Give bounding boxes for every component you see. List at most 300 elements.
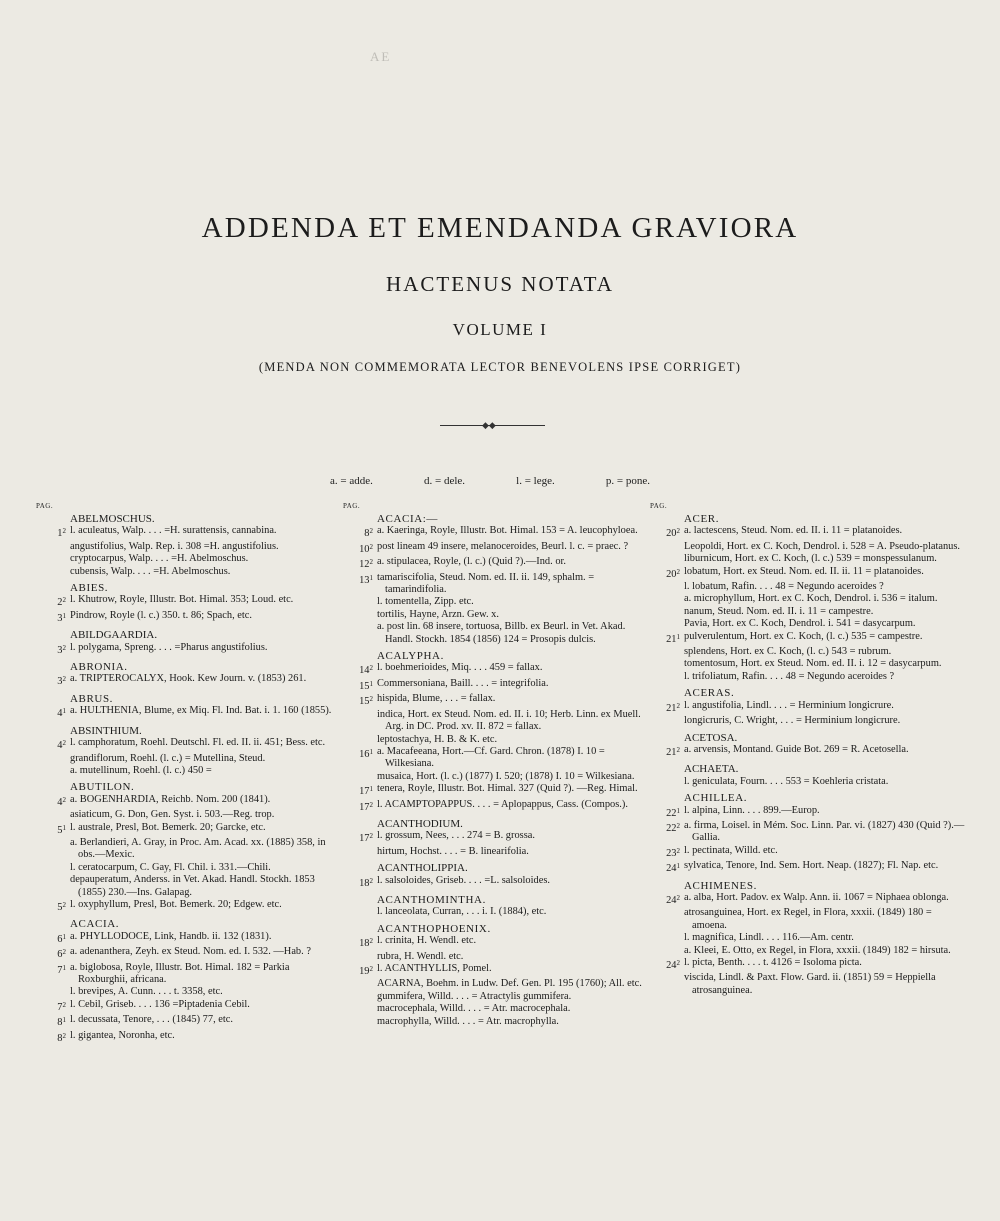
entry-text: l. picta, Benth. . . . t. 4126 = Isoloma picta. (684, 957, 862, 968)
page-ref (36, 794, 70, 809)
list-item (650, 845, 968, 860)
genus-heading: ACACIA. (70, 918, 120, 931)
page-ref (36, 809, 70, 821)
page-number: 17 (359, 801, 370, 813)
list-item (650, 658, 968, 670)
page-number: 8 (364, 528, 370, 540)
entry-text: a. arvensis, Montand. Guide Bot. 269 = R. Acetosella. (684, 743, 909, 755)
column-3 (650, 500, 968, 997)
column-marker: 2 (62, 739, 66, 748)
column-marker: 2 (369, 542, 373, 551)
list-item (36, 765, 336, 777)
page-ref (36, 642, 70, 657)
page-ref (36, 1014, 70, 1029)
page-ref (343, 963, 377, 978)
column-marker: 1 (62, 932, 66, 941)
page-number: 5 (57, 824, 63, 836)
page-number: 8 (57, 1017, 63, 1029)
page-ref (36, 594, 70, 609)
entry-text: l. lobatum, Rafin. . . . 48 = Negundo aceroides ? (684, 581, 884, 593)
page-number: 10 (359, 543, 370, 555)
entry-text: l. grossum, Nees, . . . 274 = B. grossa. (377, 830, 535, 842)
list-item (36, 610, 336, 625)
genus-heading: ACANTHOMINTHA. (377, 893, 486, 906)
entry-text: l. Cebil, Griseb. . . . 136 =Piptadenia Cebil. (70, 998, 250, 1010)
column-marker: 1 (676, 806, 680, 815)
entry-text: l. angustifolia, Lindl. . . . = Herminium longicrure. (684, 699, 894, 711)
page-number: 24 (666, 894, 677, 906)
page-ref (36, 566, 70, 578)
entry-text: asiaticum, G. Don, Gen. Syst. i. 503.—Reg. trop. (70, 809, 275, 821)
entry-text: l. camphoratum, Roehl. Deutschl. Fl. ed. II. ii. 451; Bess. etc. (70, 737, 326, 749)
page-ref (36, 822, 70, 837)
list-item (36, 705, 336, 720)
genus-heading: ABRONIA. (70, 661, 128, 674)
page-ref (36, 899, 70, 914)
page-number: 7 (57, 1001, 63, 1013)
entry-text: tomentosum, Hort. ex Steud. Nom. ed. II. i. 12 = dasycarpum. (684, 658, 942, 670)
list-item (343, 621, 643, 646)
entry-text: musaica, Hort. (l. c.) (1877) I. 520; (1878) I. 10 = Wilkesiana. (377, 770, 635, 782)
list-item (36, 753, 336, 765)
entry-text: longicruris, C. Wright, . . . = Herminium longicrure. (684, 715, 901, 727)
page-ref (343, 541, 377, 556)
column-marker: 2 (369, 558, 373, 567)
list-item (650, 606, 968, 618)
page-ref (36, 837, 70, 862)
entry-text: a. firma, Loisel. in Mém. Soc. Linn. Par. vi. (1827) 430 (Quid ?).—Gallia. (684, 819, 965, 844)
page-number: 12 (359, 559, 370, 571)
column-2 (343, 500, 643, 1028)
page-ref (343, 978, 377, 990)
page-number: 18 (359, 938, 370, 950)
entry-text: lobatum, Hort. ex Steud. Nom. ed. II. ii. 11 = platanoides. (684, 565, 924, 577)
column-marker: 2 (62, 596, 66, 605)
genus-heading: ACHAETA. (684, 763, 739, 776)
column-marker: 2 (369, 527, 373, 536)
list-item (650, 671, 968, 683)
page-number: 17 (359, 786, 370, 798)
list-item (36, 642, 336, 657)
page-ref (650, 860, 684, 875)
column-marker: 2 (676, 893, 680, 902)
page-ref (343, 746, 377, 771)
column-marker: 2 (369, 800, 373, 809)
genus-heading: ACERAS. (684, 687, 735, 700)
list-item (36, 931, 336, 946)
list-item (36, 874, 336, 899)
column-marker: 2 (676, 527, 680, 536)
list-item (343, 963, 643, 978)
page-number: 5 (57, 901, 63, 913)
entry-text: a. mutellinum, Roehl. (l. c.) 450 = (70, 764, 212, 776)
column-marker: 1 (62, 823, 66, 832)
list-item (343, 525, 643, 540)
list-item (36, 999, 336, 1014)
page-number: 21 (666, 702, 677, 714)
page-ref (650, 593, 684, 605)
list-item (650, 776, 968, 788)
entry-text: indica, Hort. ex Steud. Nom. ed. II. i. 10; Herb. Linn. ex Muell. Arg. in DC. Prod. xv. II. 872 = fallax. (377, 708, 641, 733)
entry-text: l. Khutrow, Royle, Illustr. Bot. Himal. 353; Loud. etc. (70, 594, 294, 606)
page-ref (36, 962, 70, 987)
entry-text: hispida, Blume, . . . = fallax. (377, 693, 496, 705)
column-marker: 1 (62, 611, 66, 620)
list-item (650, 805, 968, 820)
page-ref (36, 862, 70, 874)
page-ref (36, 1030, 70, 1045)
page-ref (650, 671, 684, 683)
entry-text: l. magnifica, Lindl. . . . 116.—Am. centr. (684, 932, 854, 944)
page-ref (343, 662, 377, 677)
page-number: 18 (359, 877, 370, 889)
column-marker: 1 (676, 862, 680, 871)
page-ref (650, 957, 684, 972)
page-ref (343, 991, 377, 1003)
list-item (650, 541, 968, 553)
column-marker: 1 (62, 963, 66, 972)
entry-text: Pindrow, Royle (l. c.) 350. t. 86; Spach, etc. (70, 609, 252, 621)
entry-text: gummifera, Willd. . . . = Atractylis gummifera. (377, 990, 572, 1002)
list-item (650, 820, 968, 845)
pag-label: PAG. (650, 502, 668, 510)
page-ref (343, 1003, 377, 1015)
entry-text: l. boehmerioides, Miq. . . . 459 = fallax. (377, 662, 543, 674)
abbrev-dele: d. = dele. (424, 475, 466, 487)
page-ref (650, 972, 684, 997)
entry-text: l. geniculata, Fourn. . . . 553 = Koehleria cristata. (684, 775, 889, 787)
list-item (650, 700, 968, 715)
page-ref (650, 658, 684, 670)
column-marker: 2 (369, 695, 373, 704)
abbreviations-key (330, 475, 650, 487)
column-marker: 2 (62, 1000, 66, 1009)
page-number: 21 (666, 746, 677, 758)
page-ref (36, 541, 70, 553)
genus-heading: ABRUS. (70, 692, 114, 705)
page-ref (650, 553, 684, 565)
list-item (343, 746, 643, 771)
entry-text: ACARNA, Boehm. in Ludw. Def. Gen. Pl. 195 (1760); All. etc. (377, 978, 642, 990)
page-ref (650, 606, 684, 618)
entry-text: a. adenanthera, Zeyh. ex Steud. Nom. ed. I. 532. —Hab. ? (70, 946, 311, 958)
genus-heading: ACACIA:— (377, 513, 439, 525)
page-ref (650, 581, 684, 593)
entry-text: l. lanceolata, Curran, . . . i. I. (1884), etc. (377, 906, 547, 918)
column-marker: 1 (369, 573, 373, 582)
column-marker: 2 (676, 745, 680, 754)
column-marker: 2 (676, 567, 680, 576)
page-ref (343, 572, 377, 597)
genus-heading: ACER. (684, 513, 720, 525)
page-ref (650, 566, 684, 581)
page-number: 22 (666, 822, 677, 834)
column-marker: 1 (369, 785, 373, 794)
entry-text: macrophylla, Willd. . . . = Atr. macrophylla. (377, 1015, 559, 1027)
entry-text: a. post lin. 68 insere, tortuosa, Billb. ex Beurl. in Vet. Akad. Handl. Stockh. 1854 (1856) 124 = Prosopis dulcis. (377, 621, 626, 645)
page-ref (650, 631, 684, 646)
page-ref (343, 556, 377, 571)
entry-text: cryptocarpus, Walp. . . . =H. Abelmoschus. (70, 553, 249, 565)
page-number: 8 (57, 1032, 63, 1044)
entry-text: l. ACAMPTOPAPPUS. . . . = Aplopappus, Cass. (Compos.). (377, 798, 628, 810)
rule-ornament-icon: ◆◆ (482, 420, 496, 430)
list-item (343, 830, 643, 845)
entry-text: l. gigantea, Noronha, etc. (70, 1029, 175, 1041)
page-ref (343, 609, 377, 621)
list-item (650, 593, 968, 605)
volume-label: VOLUME I (452, 320, 548, 339)
column-marker: 2 (676, 846, 680, 855)
page-ref (343, 951, 377, 963)
page-number: 3 (57, 676, 63, 688)
entry-text: post lineam 49 insere, melanoceroides, Beurl. l. c. = praec. ? (377, 540, 629, 552)
page-ref (650, 805, 684, 820)
list-item (343, 556, 643, 571)
page-ref (343, 693, 377, 708)
page-subtitle: HACTENUS NOTATA (386, 272, 614, 296)
column-marker: 2 (676, 701, 680, 710)
entry-text: a. Kaeringa, Royle, Illustr. Bot. Himal. 153 = A. leucophyloea. (377, 525, 638, 537)
list-item (343, 1016, 643, 1028)
page-ref (343, 734, 377, 746)
page-ref (343, 525, 377, 540)
page-ref (36, 705, 70, 720)
page-ref (343, 846, 377, 858)
page-ref (343, 596, 377, 608)
genus-heading: ACALYPHA. (377, 650, 444, 663)
page-number: 2 (57, 597, 63, 609)
page-number: 4 (57, 708, 63, 720)
page-ref (650, 892, 684, 907)
page-ref (36, 999, 70, 1014)
column-1 (36, 500, 336, 1045)
genus-heading: ABELMOSCHUS. (70, 513, 155, 525)
entry-text: l. polygama, Spreng. . . . =Pharus angustifolius. (70, 641, 268, 653)
page-ref (343, 875, 377, 890)
column-marker: 2 (369, 937, 373, 946)
list-item (343, 572, 643, 597)
page-number: 22 (666, 807, 677, 819)
page-number: 13 (359, 574, 370, 586)
entry-text: l. oxyphyllum, Presl, Bot. Bemerk. 20; Edgew. etc. (70, 898, 282, 910)
list-item (36, 899, 336, 914)
entry-text: tamariscifolia, Steud. Nom. ed. II. ii. 149, sphalm. = tamarindifolia. (377, 571, 595, 596)
list-item (36, 737, 336, 752)
list-item (36, 1030, 336, 1045)
entry-text: sylvatica, Tenore, Ind. Sem. Hort. Neap. (1827); Fl. Nap. etc. (684, 860, 939, 872)
entry-text: pulverulentum, Hort. ex C. Koch, (l. c.) 535 = campestre. (684, 630, 923, 642)
entry-text: a. BOGENHARDIA, Reichb. Nom. 200 (1841). (70, 793, 271, 805)
page-number: 17 (359, 833, 370, 845)
list-item (343, 541, 643, 556)
list-item (36, 986, 336, 998)
list-item (343, 771, 643, 783)
column-marker: 2 (676, 821, 680, 830)
genus-heading: ABSINTHIUM. (70, 724, 142, 737)
column-marker: 2 (676, 959, 680, 967)
list-item (343, 846, 643, 858)
list-item (650, 566, 968, 581)
entry-text: l. australe, Presl, Bot. Bemerk. 20; Garcke, etc. (70, 821, 266, 833)
page-ref (343, 771, 377, 783)
page-number: 3 (57, 644, 63, 656)
page-number: 23 (666, 847, 677, 859)
list-item (650, 715, 968, 727)
entry-text: l. pectinata, Willd. etc. (684, 844, 778, 856)
entry-text: a. microphyllum, Hort. ex C. Koch, Dendrol. i. 536 = italum. (684, 593, 938, 605)
errata-note: (MENDA NON COMMEMORATA LECTOR BENEVOLENS IPSE CORRIGET) (258, 360, 742, 374)
entry-text: l. decussata, Tenore, . . . (1845) 77, etc. (70, 1014, 233, 1026)
page-number: 4 (57, 740, 63, 752)
abbrev-pone: p. = pone. (605, 475, 650, 487)
entry-text: l. crinita, H. Wendl. etc. (377, 935, 477, 947)
entry-text: hirtum, Hochst. . . . = B. linearifolia. (377, 845, 529, 857)
page-ref (650, 715, 684, 727)
page-ref (36, 525, 70, 540)
entry-text: nanum, Steud. Nom. ed. II. i. 11 = campestre. (684, 605, 874, 617)
column-marker: 2 (62, 1031, 66, 1040)
list-item (650, 932, 968, 944)
page-ref (650, 525, 684, 540)
list-item (343, 734, 643, 746)
page-ref (343, 1016, 377, 1028)
list-item (343, 978, 643, 990)
page-ref (650, 776, 684, 788)
page-ref (343, 621, 377, 646)
page-number: 20 (666, 528, 677, 540)
pag-label: PAG. (343, 502, 361, 510)
list-item (343, 906, 643, 918)
entry-text: l. salsoloides, Griseb. . . . =L. salsoloides. (377, 874, 550, 886)
page-number: 4 (57, 796, 63, 808)
list-item (650, 581, 968, 593)
page-ref (343, 709, 377, 734)
entry-text: Pavia, Hort. ex C. Koch, Dendrol. i. 541 = dasycarpum. (684, 618, 916, 630)
page-ref (36, 874, 70, 899)
page-number: 24 (666, 960, 677, 971)
list-item (343, 991, 643, 1003)
page-ref (343, 906, 377, 918)
entry-text: l. ACANTHYLLIS, Pomel. (377, 963, 492, 974)
genus-heading: ACANTHOLIPPIA. (377, 862, 468, 875)
page-ref (650, 646, 684, 658)
entry-text: Commersoniana, Baill. . . . = integrifolia. (377, 677, 549, 689)
page-number: 20 (666, 568, 677, 580)
list-item (650, 860, 968, 875)
list-item (343, 1003, 643, 1015)
entry-text: a. TRIPTEROCALYX, Hook. Kew Journ. v. (1853) 261. (70, 673, 307, 685)
page-ref (650, 618, 684, 630)
list-item (36, 566, 336, 578)
column-marker: 2 (369, 965, 373, 973)
column-marker: 1 (62, 707, 66, 716)
list-item (650, 892, 968, 907)
entry-text: a. Macafeeana, Hort.—Cf. Gard. Chron. (1878) I. 10 = Wilkesiana. (377, 745, 605, 770)
entry-text: a. alba, Hort. Padov. ex Walp. Ann. ii. 1067 = Niphaea oblonga. (684, 891, 949, 903)
page-ref (650, 845, 684, 860)
list-item (650, 957, 968, 972)
page-ref (36, 553, 70, 565)
entry-text: a. stipulacea, Royle, (l. c.) (Quid ?).—Ind. or. (377, 556, 566, 568)
page-ref (36, 753, 70, 765)
genus-heading: ABIES. (70, 582, 109, 595)
entry-text: rubra, H. Wendl. etc. (377, 950, 464, 962)
column-marker: 1 (369, 679, 373, 688)
page-number: 19 (359, 966, 370, 977)
entry-text: leptostachya, H. B. & K. etc. (377, 733, 498, 745)
page-ref (650, 907, 684, 932)
page-ref (36, 765, 70, 777)
entry-text: a. Berlandieri, A. Gray, in Proc. Am. Acad. xx. (1885) 358, in obs.—Mexic. (70, 836, 326, 861)
entry-text: macrocephala, Willd. . . . = Atr. macrocephala. (377, 1003, 571, 1015)
entry-text: l. tomentella, Zipp. etc. (377, 596, 474, 608)
list-item (36, 837, 336, 862)
list-item (36, 862, 336, 874)
entry-text: tenera, Royle, Illustr. Bot. Himal. 327 (Quid ?). —Reg. Himal. (377, 783, 638, 795)
list-item (650, 945, 968, 957)
page-ref (36, 931, 70, 946)
list-item (36, 794, 336, 809)
page-ref (36, 610, 70, 625)
list-item (36, 553, 336, 565)
entry-text: viscida, Lindl. & Paxt. Flow. Gard. ii. (1851) 59 = Heppiella atrosanguinea. (684, 972, 936, 996)
genus-heading: ACHILLEA. (684, 792, 748, 805)
column-marker: 2 (62, 643, 66, 652)
page-number: 15 (359, 696, 370, 708)
page-number: 3 (57, 612, 63, 624)
list-item (36, 525, 336, 540)
list-item (343, 709, 643, 734)
page-number: 24 (666, 863, 677, 875)
page-ref (36, 737, 70, 752)
entry-text: l. ceratocarpum, C. Gay, Fl. Chil. i. 331.—Chili. (70, 861, 271, 873)
show-through-text: AE (370, 49, 392, 64)
list-item (650, 553, 968, 565)
entry-text: a. HULTHENIA, Blume, ex Miq. Fl. Ind. Bat. i. 1. 160 (1855). (70, 705, 332, 717)
page-number: 21 (666, 633, 677, 645)
entry-text: a. Kleei, E. Otto, ex Regel, in Flora, xxxii. (1849) 182 = hirsuta. (684, 944, 951, 956)
list-item (343, 678, 643, 693)
list-item (343, 596, 643, 608)
list-item (343, 693, 643, 708)
column-marker: 2 (369, 832, 373, 841)
entry-text: liburnicum, Hort. ex C. Koch, (l. c.) 539 = monspessulanum. (684, 553, 937, 565)
entry-text: cubensis, Walp. . . . =H. Abelmoschus. (70, 565, 231, 577)
list-item (650, 907, 968, 932)
page-ref (650, 700, 684, 715)
genus-heading: ABILDGAARDIA. (70, 629, 158, 642)
list-item (36, 541, 336, 553)
list-item (343, 609, 643, 621)
list-item (343, 799, 643, 814)
list-item (650, 744, 968, 759)
entry-text: a. lactescens, Steud. Nom. ed. II. i. 11 = platanoides. (684, 525, 903, 537)
pag-label: PAG. (36, 502, 54, 510)
list-item (650, 646, 968, 658)
page-ref (36, 673, 70, 688)
page-number: 7 (57, 964, 63, 976)
page-number: 16 (359, 748, 370, 760)
list-item (36, 594, 336, 609)
abbrev-lege: l. = lege. (516, 475, 555, 487)
page-ref (650, 541, 684, 553)
entry-text: a. PHYLLODOCE, Link, Handb. ii. 132 (1831). (70, 930, 272, 942)
page-ref (650, 820, 684, 845)
entry-text: tortilis, Hayne, Arzn. Gew. x. (377, 608, 499, 620)
entry-text: angustifolius, Walp. Rep. i. 308 =H. angustifolius. (70, 540, 279, 552)
column-marker: 1 (676, 632, 680, 641)
